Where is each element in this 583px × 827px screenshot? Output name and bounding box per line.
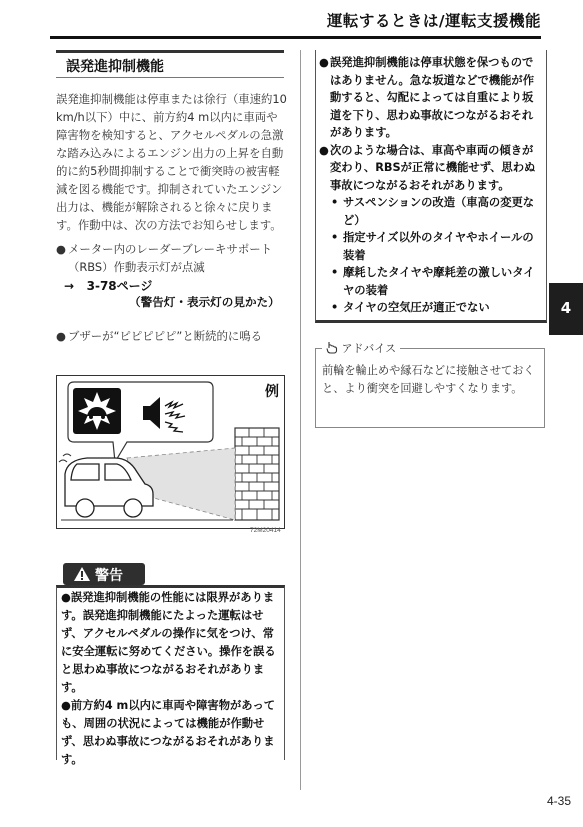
arrow-icon: → [64,279,75,293]
page-reference-title: （警告灯・表示灯の見かた） [129,295,280,309]
page-reference [64,277,152,294]
warning-subitem-text: タイヤの空気圧が適正でない [343,301,490,314]
warning-subitem-text: 摩耗したタイヤや摩耗差の激しいタイヤの装着 [343,266,535,297]
bullet-symbol: ● [319,143,329,157]
warning-subitem [319,229,543,264]
warning-item-text: 誤発進抑制機能は停車状態を保つものではありません。急な坂道などで機能が作動すると、勾配によっては自重により坂道を下り、思わぬ事故につながるおそれがあります。 [330,56,535,139]
sub-bullet-symbol: • [331,301,339,314]
bullet-symbol: ● [319,56,329,69]
page-reference-link[interactable]: 3-78ページ [86,279,153,293]
chapter-number: 4 [560,299,572,317]
pointing-hand-icon [326,341,338,354]
warning-subitem [319,299,543,317]
advice-text: 前輪を輪止めや縁石などに接触させておくと、より衝突を回避しやすくなります。 [322,364,535,395]
warning-label: 警告 [95,568,123,584]
warning-continued-text [319,54,543,317]
warning-item [319,54,543,142]
section-title: 誤発進抑制機能 [66,59,164,75]
page-number: 4-35 [546,794,571,808]
brick-wall [235,428,279,520]
bullet-symbol: ● [56,329,66,343]
header-title: 運転するときは/運転支援機能 [326,12,541,30]
illustration-code: 72M20414 [250,527,281,534]
bullet-item-indicator [56,240,288,276]
section-title-box [56,50,284,78]
chapter-tab [549,283,583,335]
header-rule [50,36,541,39]
warning-text [61,589,281,769]
bullet-text: ブザーが“ピピピピピ”と断続的に鳴る [68,329,263,343]
warning-subitem-text: 指定サイズ以外のタイヤやホイールの装着 [343,231,534,262]
warning-triangle-icon [73,566,91,582]
bullet-text: メーター内のレーダーブレーキサポート（RBS）作動表示灯が点滅 [68,242,273,274]
sub-bullet-symbol: • [331,231,339,244]
section-body: 誤発進抑制機能は停車または徐行（車速約10 km/h以下）中に、前方約4 m以内に車両や障害物を検知すると、アクセルペダルの急激な踏み込みによるエンジン出力の上昇を自動的に約5秒間抑制することで衝突時の被害軽減を図る機能です。抑制されていたエンジン出力は、機能が解除されると徐々に戻ります。作動中は、次の方法でお知らせします。 [56,92,287,232]
sub-bullet-symbol: • [331,266,339,279]
car-obstacle-illustration [57,376,284,528]
warning-subitem [319,264,543,299]
column-divider [300,50,301,790]
illustration-frame [56,375,285,529]
warning-item: ●前方約4 m以内に車両や障害物があっても、周囲の状況によっては機能が作動せず、思わぬ事故につながるおそれがあります。 [61,699,276,766]
warning-badge [63,563,145,585]
vibration-lines [59,454,71,462]
bullet-symbol: ● [56,242,66,256]
warning-item-text: 次のような場合は、車高や車両の傾きが変わり、RBSが正常に機能せず、思わぬ事故につながるおそれがあります。 [330,143,536,192]
warning-item: ●誤発進抑制機能の性能には限界があります。誤発進抑制機能にたよった運転はせず、アクセルペダルの操作に気をつけ、常に安全運転に努めてください。操作を誤ると思わぬ事故につながるおそれがあります。 [61,591,276,694]
bullet-item-buzzer [56,327,288,345]
advice-heading [322,340,400,356]
warning-subitem [319,194,543,229]
example-label: 例 [265,384,279,400]
warning-subitem-text: サスペンションの改造（車高の変更など） [343,196,535,227]
sub-bullet-symbol: • [331,196,339,209]
advice-heading-label: アドバイス [341,342,397,355]
warning-display-icon [73,388,121,434]
warning-item [319,142,543,195]
